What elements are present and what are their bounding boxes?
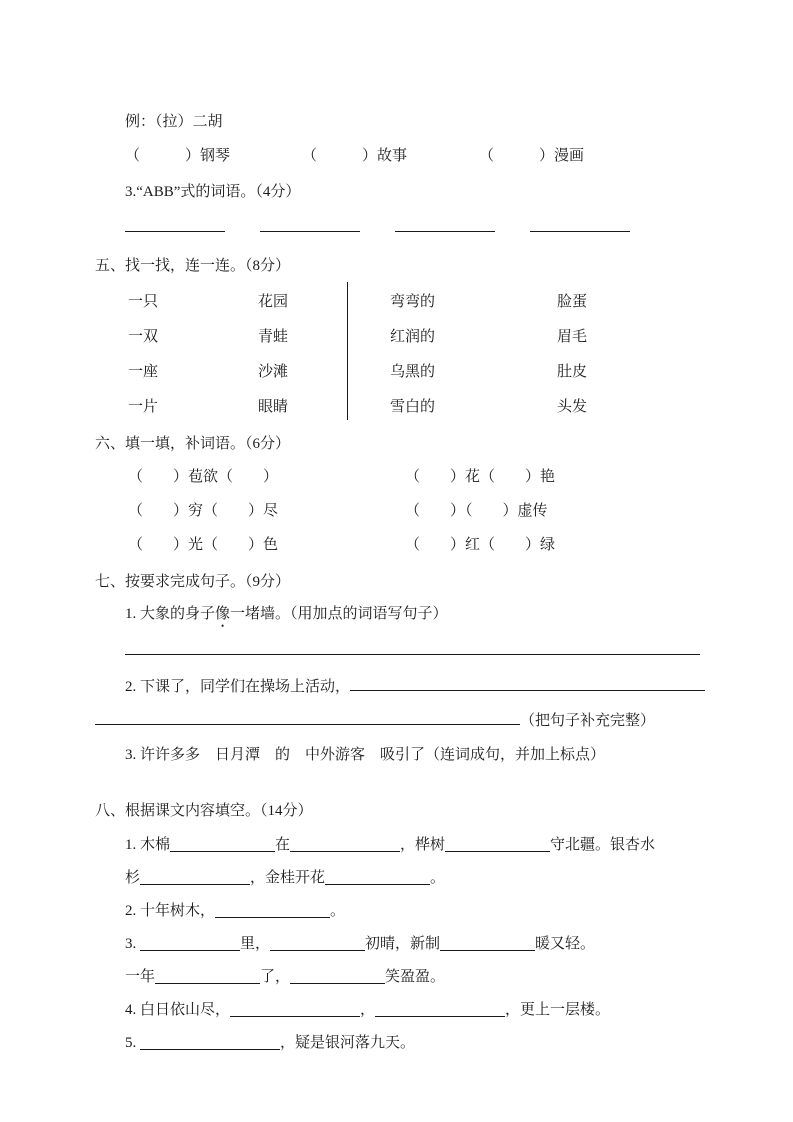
s8-text: ， [360, 1002, 376, 1018]
q3-sentence: 3. 许许多多 日月潭 的 中外游客 吸引了（连词成句，并加上标点） [125, 747, 606, 763]
match-adjective: 红润的 [390, 328, 436, 345]
section5-title: 五、找一找，连一连。（8分） [95, 258, 291, 274]
fill-blank [290, 838, 400, 852]
match-adjective: 雪白的 [390, 398, 436, 415]
s8-text: 一年 [125, 969, 156, 985]
fill-blank [215, 904, 330, 918]
paren-word-item: （ ）漫画 [479, 148, 585, 164]
s8-q3-line1 [125, 934, 705, 954]
s8-text: 3. [125, 936, 140, 952]
s8-text: ，金桂开花 [250, 870, 326, 886]
matching-exercise [95, 284, 705, 424]
match-measure-word: 一只 [128, 293, 159, 310]
idiom-item: （ ）（ ）虚传 [405, 503, 548, 519]
match-left-noun: 青蛙 [258, 328, 289, 345]
fill-blank [375, 1003, 505, 1017]
fill-blank [140, 871, 250, 885]
answer-blank [395, 216, 495, 232]
section8-title: 八、根据课文内容填空。（14分） [95, 803, 313, 819]
q2-continuation-blank [95, 711, 520, 725]
idiom-fill-grid [95, 460, 705, 562]
s8-text: 笑盈盈。 [385, 969, 446, 985]
fill-blank [140, 1036, 280, 1050]
fill-blank [140, 937, 240, 951]
s8-text: 。 [430, 870, 446, 886]
s8-text: 杉 [125, 870, 141, 886]
q1-answer-blank [125, 654, 700, 655]
answer-blank [260, 216, 360, 232]
answer-blank [530, 216, 630, 232]
s8-text: 5. [125, 1035, 140, 1051]
s8-q3-line2 [125, 967, 705, 987]
s8-text: 里， [240, 936, 271, 952]
emphasized-word: 像 [215, 606, 231, 622]
fill-blank [445, 838, 550, 852]
idiom-item: （ ）光（ ）色 [128, 537, 279, 553]
s8-text: 4. 白日依山尽， [125, 1002, 231, 1018]
s8-text: 。 [330, 903, 346, 919]
matching-grid [95, 284, 705, 424]
divider-line [347, 282, 348, 420]
paren-word-item: （ ）钢琴 [125, 148, 231, 164]
match-right-noun: 肚皮 [557, 363, 588, 380]
fill-blank [325, 871, 430, 885]
match-measure-word: 一座 [128, 363, 159, 380]
q1-text-post: 一堵墙。（用加点的词语写句子） [230, 606, 448, 622]
idiom-item: （ ）穷（ ）尽 [128, 503, 279, 519]
q1-sentence [125, 604, 705, 624]
s8-text: 了， [260, 969, 291, 985]
q2-continuation [95, 711, 705, 731]
idiom-item: （ ）红（ ）绿 [405, 537, 556, 553]
abb-answer-blanks [125, 216, 705, 232]
q2-text: 2. 下课了，同学们在操场上活动， [125, 679, 351, 695]
s8-text: ，桦树 [400, 837, 446, 853]
match-right-noun: 眉毛 [557, 328, 588, 345]
match-measure-word: 一片 [128, 398, 159, 415]
fill-blank [230, 1003, 360, 1017]
q2-sentence [125, 677, 705, 697]
s8-text: 守北疆。银杏水 [550, 837, 656, 853]
idiom-item: （ ）苞欲（ ） [128, 469, 279, 485]
s8-q4-line [125, 1000, 705, 1020]
paren-word-item: （ ）故事 [302, 148, 408, 164]
match-right-noun: 脸蛋 [557, 293, 588, 310]
s8-text: ，疑是银河落九天。 [280, 1035, 416, 1051]
s8-q5-line [125, 1033, 705, 1053]
match-left-noun: 花园 [258, 293, 289, 310]
match-right-noun: 头发 [557, 398, 588, 415]
abb-prompt: 3.“ABB”式的词语。（4分） [125, 184, 301, 200]
s8-text: 暖又轻。 [535, 936, 596, 952]
s8-text: 在 [275, 837, 291, 853]
match-measure-word: 一双 [128, 328, 159, 345]
s8-text: ，更上一层楼。 [505, 1002, 611, 1018]
fill-blank [270, 937, 365, 951]
fill-blank [170, 838, 275, 852]
s8-q1-line1 [125, 835, 705, 855]
q2-answer-blank [350, 677, 705, 691]
s8-q2-line [125, 901, 705, 921]
fill-blank [440, 937, 535, 951]
fill-blank [290, 970, 385, 984]
s8-text: 1. 木棉 [125, 837, 171, 853]
fill-blank [155, 970, 260, 984]
match-adjective: 乌黑的 [390, 363, 436, 380]
match-left-noun: 沙滩 [258, 363, 289, 380]
section7-title: 七、按要求完成句子。（9分） [95, 574, 291, 590]
q1-text-pre: 1. 大象的身子 [125, 606, 216, 622]
section6-title: 六、填一填，补词语。（6分） [95, 436, 291, 452]
paren-word-row [125, 146, 705, 166]
match-left-noun: 眼睛 [258, 398, 289, 415]
s8-q1-line2 [125, 868, 705, 888]
example-line: 例：（拉）二胡 [125, 114, 223, 130]
q2-hint: （把句子补充完整） [520, 713, 656, 729]
s8-text: 2. 十年树木， [125, 903, 216, 919]
match-adjective: 弯弯的 [390, 293, 436, 310]
s8-text: 初晴，新制 [365, 936, 441, 952]
answer-blank [125, 216, 225, 232]
idiom-item: （ ）花（ ）艳 [405, 469, 556, 485]
